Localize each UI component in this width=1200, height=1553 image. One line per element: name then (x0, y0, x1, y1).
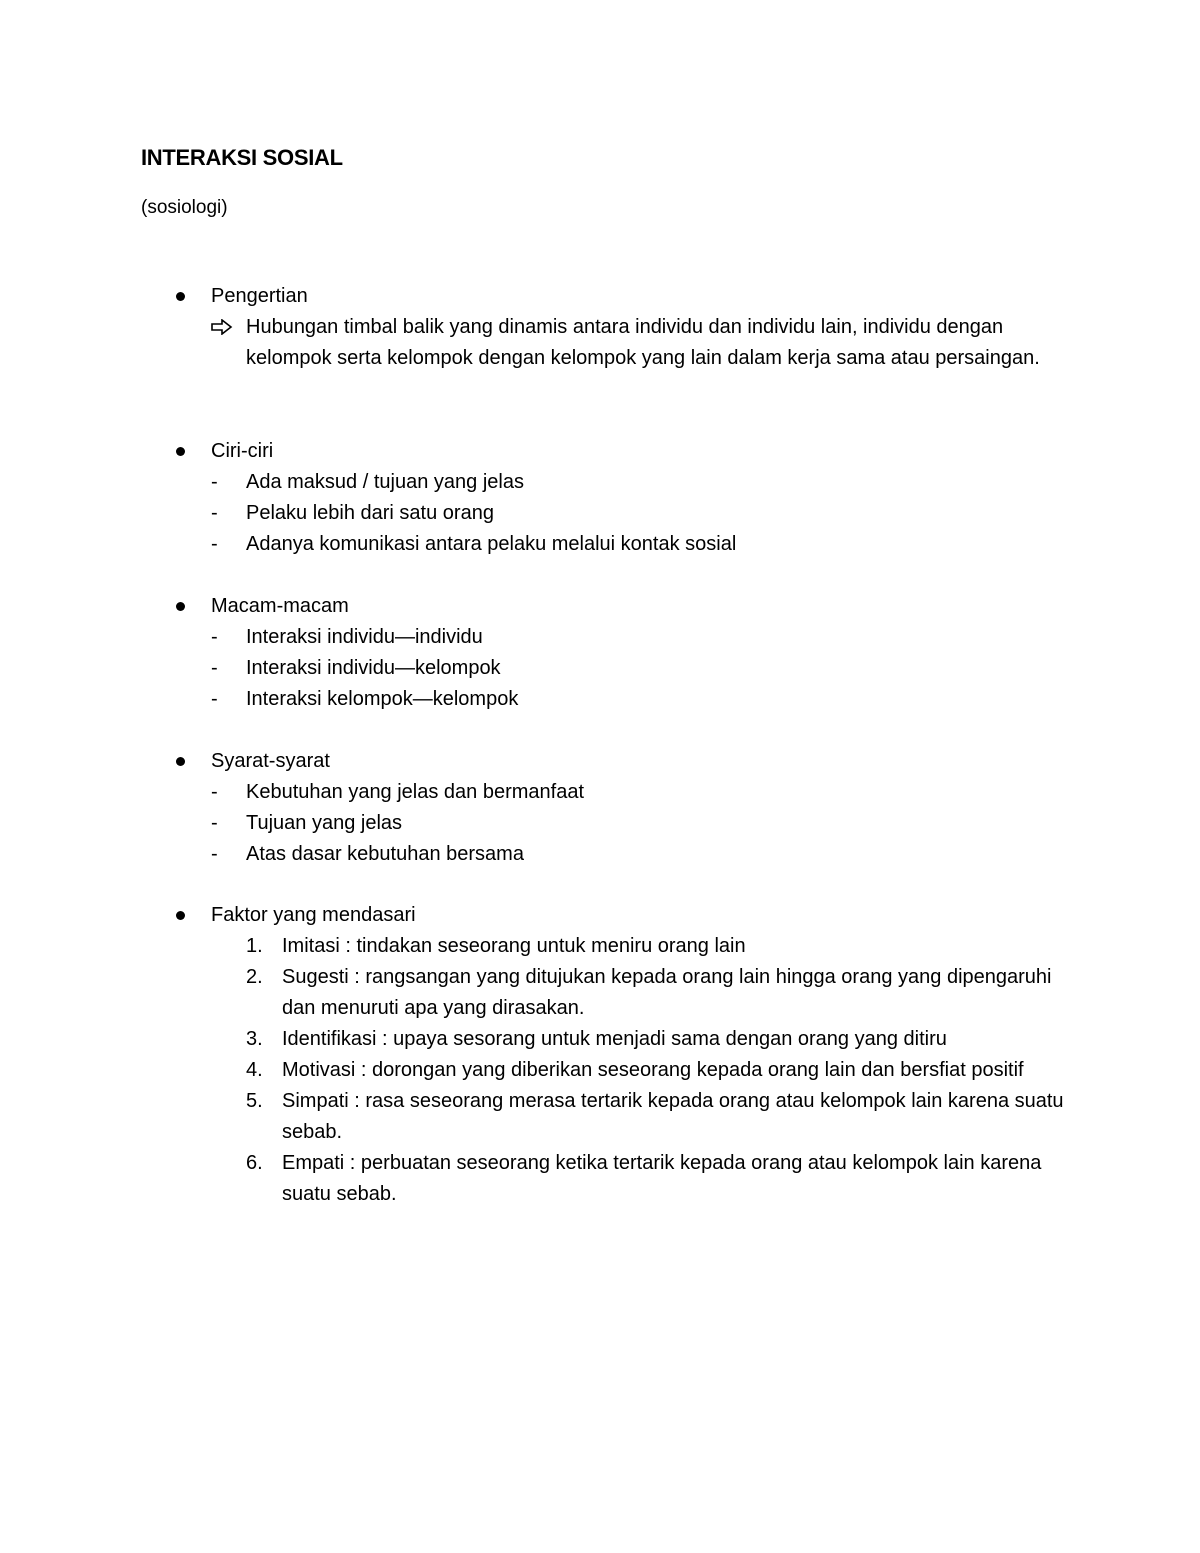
numbered-item-text: Motivasi : dorongan yang diberikan seseorang kepada orang lain dan bersfiat positif (282, 1059, 1024, 1081)
bullet-label: Syarat-syarat (211, 750, 330, 772)
section-macam-macam (0, 591, 1200, 715)
numbered-item-text: Simpati : rasa seseorang merasa tertarik kepada orang atau kelompok lain karena suatu sebab. (282, 1090, 1064, 1143)
list-item-text: Interaksi kelompok—kelompok (246, 688, 519, 710)
list-item (0, 622, 1200, 653)
item-number: 5. (246, 1090, 263, 1112)
dash-marker: - (211, 688, 218, 710)
list-item-text: Ada maksud / tujuan yang jelas (246, 471, 524, 493)
section-ciri-ciri (0, 436, 1200, 560)
numbered-item (0, 1055, 1200, 1086)
bullet-dot-icon (176, 757, 185, 766)
bullet-label: Pengertian (211, 285, 308, 307)
document-subtitle: (sosiologi) (141, 197, 228, 218)
dash-marker: - (211, 843, 218, 865)
list-item-text: Tujuan yang jelas (246, 812, 403, 834)
list-item-text: Interaksi individu—individu (246, 626, 483, 648)
numbered-item-text: Identifikasi : upaya sesorang untuk menjadi sama dengan orang yang ditiru (282, 1028, 947, 1050)
list-item (0, 808, 1200, 839)
item-number: 4. (246, 1059, 263, 1081)
dash-marker: - (211, 626, 218, 648)
dash-marker: - (211, 471, 218, 493)
list-item-text: Kebutuhan yang jelas dan bermanfaat (246, 781, 585, 803)
bullet-dot-icon (176, 911, 185, 920)
bullet-label: Macam-macam (211, 595, 349, 617)
bullet-item (0, 436, 1200, 467)
definition-text: Hubungan timbal balik yang dinamis antara individu dan individu lain, individu dengan kelompok serta kelompok dengan kelompok yang lain dalam kerja sama atau persaingan. (246, 316, 1040, 369)
numbered-item-text: Empati : perbuatan seseorang ketika tertarik kepada orang atau kelompok lain karena suatu sebab. (282, 1152, 1042, 1205)
dash-marker: - (211, 781, 218, 803)
section-pengertian (0, 281, 1200, 374)
item-number: 1. (246, 935, 263, 957)
item-number: 3. (246, 1028, 263, 1050)
bullet-label: Ciri-ciri (211, 440, 274, 462)
list-item-text: Pelaku lebih dari satu orang (246, 502, 494, 524)
section-faktor (0, 900, 1200, 1210)
item-number: 2. (246, 966, 263, 988)
list-item-text: Adanya komunikasi antara pelaku melalui kontak sosial (246, 533, 737, 555)
outline-right-arrow-icon (211, 319, 233, 335)
document-title: INTERAKSI SOSIAL (141, 145, 343, 170)
list-item (0, 777, 1200, 808)
list-item (0, 839, 1200, 870)
bullet-item (0, 900, 1200, 931)
list-item (0, 653, 1200, 684)
bullet-item (0, 281, 1200, 312)
bullet-item (0, 746, 1200, 777)
bullet-label: Faktor yang mendasari (211, 904, 416, 926)
numbered-item-text: Imitasi : tindakan seseorang untuk meniru orang lain (282, 935, 746, 957)
numbered-item (0, 1148, 1200, 1210)
dash-marker: - (211, 812, 218, 834)
list-item (0, 498, 1200, 529)
section-syarat-syarat (0, 746, 1200, 870)
dash-marker: - (211, 533, 218, 555)
bullet-item (0, 591, 1200, 622)
dash-marker: - (211, 502, 218, 524)
numbered-item (0, 1086, 1200, 1148)
list-item (0, 467, 1200, 498)
item-number: 6. (246, 1152, 263, 1174)
list-item-text: Interaksi individu—kelompok (246, 657, 501, 679)
numbered-item (0, 931, 1200, 962)
bullet-dot-icon (176, 447, 185, 456)
dash-marker: - (211, 657, 218, 679)
definition-item (0, 312, 1200, 374)
list-item (0, 684, 1200, 715)
bullet-dot-icon (176, 292, 185, 301)
numbered-item-text: Sugesti : rangsangan yang ditujukan kepada orang lain hingga orang yang dipengaruhi dan menuruti apa yang dirasakan. (282, 966, 1052, 1019)
bullet-dot-icon (176, 602, 185, 611)
list-item-text: Atas dasar kebutuhan bersama (246, 843, 524, 865)
numbered-item (0, 1024, 1200, 1055)
list-item (0, 529, 1200, 560)
numbered-item (0, 962, 1200, 1024)
